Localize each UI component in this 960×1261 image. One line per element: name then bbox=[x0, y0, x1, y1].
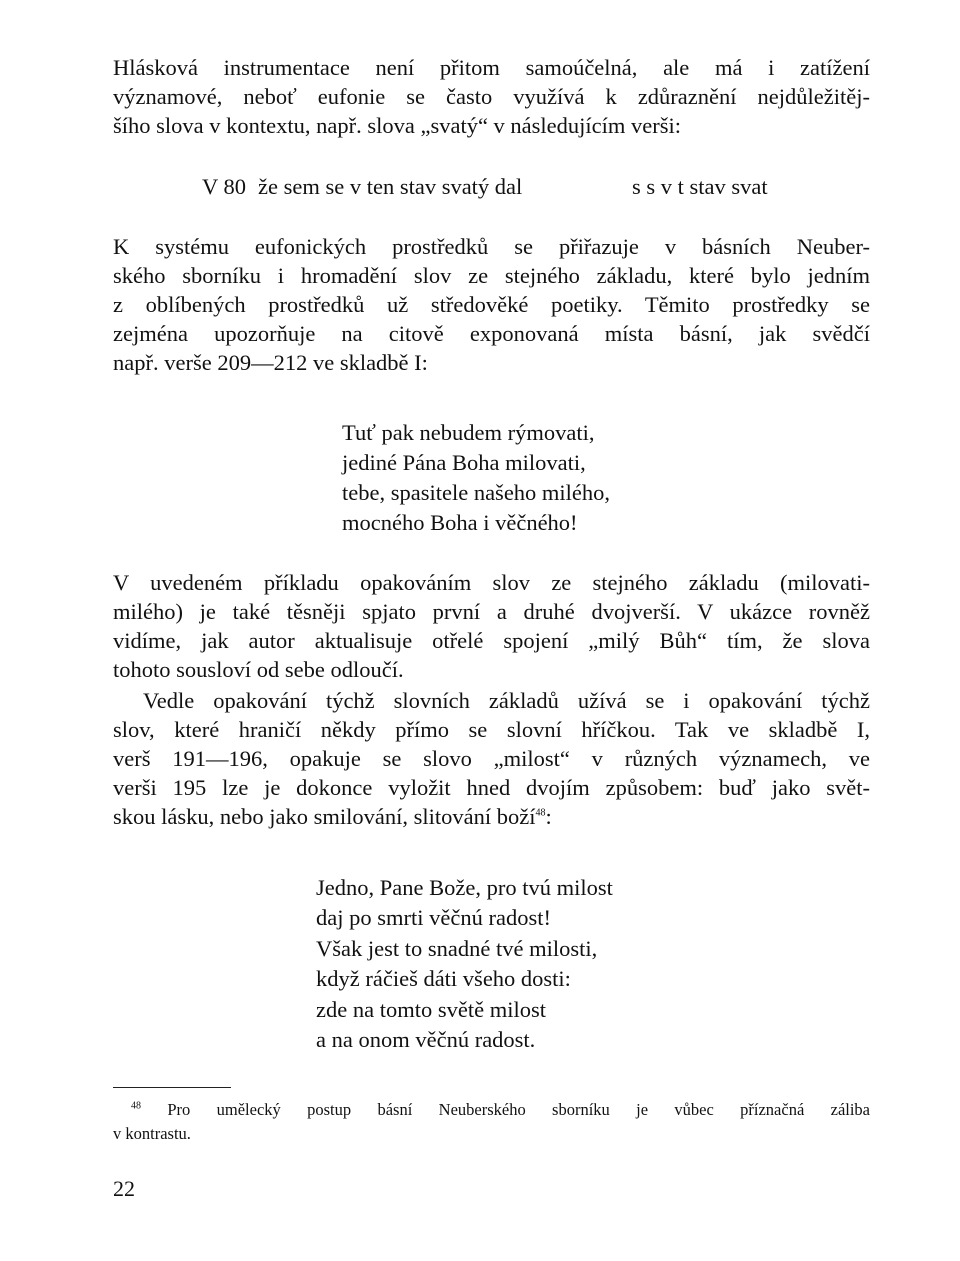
text-line: V uvedeném příkladu opakováním slov ze stejného základu (milovati- bbox=[113, 570, 870, 595]
verse-line: daj po smrti věčnú radost! bbox=[316, 905, 551, 931]
page-number: 22 bbox=[113, 1176, 135, 1201]
verse-line: mocného Boha i věčného! bbox=[342, 510, 578, 535]
text-line: šího slova v kontextu, např. slova „svatý“ v následujícím verši: bbox=[113, 113, 682, 138]
text-line: K systému eufonických prostředků se přiřazuje v básních Neuber- bbox=[113, 234, 870, 259]
paragraph-eufonic-means bbox=[113, 232, 870, 377]
text-line: vidíme, jak autor aktualisuje otřelé spojení „milý Bůh“ tím, že slova bbox=[113, 628, 870, 653]
verse-line: jediné Pána Boha milovati, bbox=[342, 450, 586, 475]
footnote-marker: 48 bbox=[131, 1100, 141, 1112]
verse-quote-1 bbox=[342, 418, 610, 538]
verse-line: a na onom věčnú radost. bbox=[316, 1027, 536, 1053]
verse-line: Jedno, Pane Bože, pro tvú milost bbox=[316, 875, 613, 900]
verse-line: Však jest to snadné tvé milosti, bbox=[316, 935, 598, 961]
paragraph-intro bbox=[113, 53, 870, 140]
paragraph-word-repetition bbox=[113, 686, 870, 831]
footnote-line: v kontrastu. bbox=[113, 1124, 191, 1143]
verse-line: zde na tomto světě milost bbox=[316, 996, 546, 1022]
text-fragment: : bbox=[545, 804, 552, 829]
verse-number: V 80 bbox=[202, 174, 246, 199]
verse-line: Tuť pak nebudem rýmovati, bbox=[342, 420, 595, 445]
verse-line: tebe, spasitele našeho milého, bbox=[342, 480, 611, 505]
text-line: slov, které hraničí někdy přímo se slovní hříčkou. Tak ve skladbě I, bbox=[113, 717, 870, 742]
text-line: ského sborníku i hromadění slov ze stejného základu, které bylo jedním bbox=[113, 263, 870, 288]
sound-analysis: s s v t stav svat bbox=[632, 174, 768, 199]
verse-quote-2 bbox=[316, 873, 613, 1055]
footnote-line bbox=[113, 1098, 870, 1122]
text-line bbox=[113, 802, 870, 831]
paragraph-example-comment bbox=[113, 568, 870, 684]
text-fragment: skou lásku, nebo jako smilování, slitování boží bbox=[113, 804, 536, 829]
text-line: milého) je také těsněji spjato první a druhé dvojverší. V ukázce rovněž bbox=[113, 599, 870, 624]
footnote bbox=[113, 1098, 870, 1146]
text-line: tohoto sousloví od sebe odloučí. bbox=[113, 657, 404, 682]
footnote-text: Pro umělecký postup básní Neuberského sborníku je vůbec příznačná záliba bbox=[167, 1100, 871, 1119]
verse-line: když ráčieš dáti všeho dosti: bbox=[316, 966, 571, 992]
text-line: verši 195 lze je dokonce vyložit hned dvojím způsobem: buď jako svět- bbox=[113, 775, 870, 800]
text-line: např. verše 209—212 ve skladbě I: bbox=[113, 350, 428, 375]
footnote-divider bbox=[113, 1087, 231, 1088]
verse-text: že sem se v ten stav svatý dal bbox=[258, 174, 523, 199]
text-line: zejména upozorňuje na citově exponovaná místa básní, jak svědčí bbox=[113, 321, 870, 346]
text-line: významové, neboť eufonie se často využívá k zdůraznění nejdůležitěj- bbox=[113, 84, 870, 109]
text-line: Hlásková instrumentace není přitom samoúčelná, ale má i zatížení bbox=[113, 55, 870, 80]
footnote-reference[interactable]: 48 bbox=[535, 807, 546, 819]
text-line: verš 191—196, opakuje se slovo „milost“ v různých významech, ve bbox=[113, 746, 870, 771]
text-line: z oblíbených prostředků už středověké poetiky. Těmito prostředky se bbox=[113, 292, 870, 317]
text-line: Vedle opakování týchž slovních základů užívá se i opakování týchž bbox=[143, 688, 870, 713]
